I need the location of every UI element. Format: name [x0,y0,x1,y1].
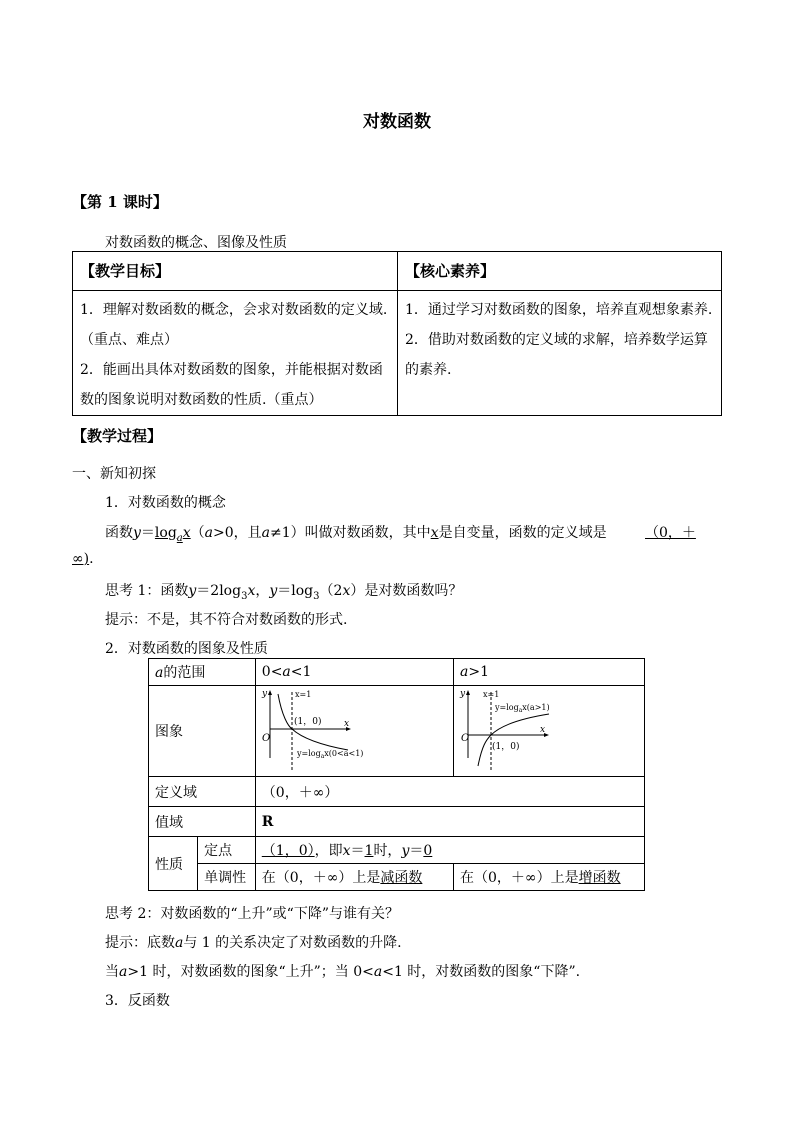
text: 思考 1：函数 [105,583,189,599]
sub-monotonicity-label: 单调性 [198,864,256,891]
var-a: a [282,664,291,680]
domain-answer-line2 [72,551,94,567]
text: ＝ [350,843,365,859]
text: <1 时，对数函数的图象“下降”. [382,964,581,980]
var-x: x [247,583,256,599]
log-text: log [154,525,177,541]
origin-label: O [261,733,270,744]
properties-table [148,658,645,891]
text: ＝log [277,583,314,599]
var-a: a [204,525,214,541]
var-a: a [119,964,128,980]
decreasing-value: 减函数 [380,870,423,886]
goals-header: 【教学目标】 [73,252,398,291]
var-x: x [182,525,191,541]
text: 在（0，＋∞）上是 [261,870,381,886]
var-y: y [188,583,197,599]
var-a: a [155,665,164,681]
text: 0< [261,664,283,680]
goals-table [72,251,722,416]
x-label: x [540,725,546,735]
item-three-title: 3．反函数 [105,993,170,1009]
think-one [105,580,462,602]
curve-label [494,703,550,714]
lesson-subtitle: 对数函数的概念、图像及性质 [105,235,287,251]
text: ＝2log [196,583,242,599]
base-a: a [176,532,183,544]
row-range-label: 值域 [149,807,256,837]
graph-decreasing-cell [255,686,453,777]
fixed-point-value [255,837,644,864]
row-props-label: 性质 [149,837,198,891]
curve-text: y=log [495,703,519,712]
sub-fixed-point-label: 定点 [198,837,256,864]
var-y: y [269,583,278,599]
competency-header: 【核心素养】 [398,252,722,291]
increasing-value: 增函数 [578,870,621,886]
text: 时， [373,843,402,859]
item-one-title: 1．对数函数的概念 [105,495,226,511]
curve-cond: x(a>1) [522,703,550,712]
text: 函数 [105,525,133,541]
var-a: a [175,935,184,951]
graph-increasing-cell [454,686,645,777]
base: 3 [313,590,320,602]
hint-two [105,932,402,952]
monotonicity-decreasing [255,864,453,891]
header-case-1 [255,659,453,686]
var-a: a [261,525,271,541]
text: <1 [290,664,312,680]
text: >1 [468,664,489,680]
text: ，即 [314,843,343,859]
range-value: R [255,807,644,837]
point-label: (1，0) [492,742,520,752]
value-one: 1 [364,843,374,859]
text: ）是对数函数吗？ [350,583,463,599]
var-x: x [342,583,351,599]
y-axis-arrow [466,690,470,695]
period: . [89,551,94,567]
curve-cond: x(0<a<1) [324,749,364,758]
domain-value: （0，＋∞） [255,777,644,807]
monotonicity-increasing [454,864,645,891]
lesson-heading: 【第 1 课时】 [72,193,168,211]
item-two-title: 2．对数函数的图象及性质 [105,641,268,657]
log-graph-increasing [454,686,644,772]
var-a: a [460,664,469,680]
var-x: x [342,843,351,859]
definition-line [105,522,607,544]
page-title: 对数函数 [363,112,431,132]
var-a: a [373,964,383,980]
think-two: 思考 2：对数函数的“上升”或“下降”与谁有关？ [105,906,399,922]
hint-one: 提示：不是，其不符合对数函数的形式. [105,612,348,628]
curve-sub: a [320,753,325,760]
y-label: y [261,689,267,699]
fixed-point: （1，0） [261,843,315,859]
var-x: x [430,525,439,541]
y-axis-arrow [268,690,272,695]
base: 3 [241,590,248,602]
text: 的范围 [163,665,206,681]
point-label: (1，0) [293,717,322,727]
row-graph-label: 图象 [149,686,256,777]
competency-text: 1．通过学习对数函数的图象，培养直观想象素养. 2．借助对数函数的定义域的求解，培养数学运算的素养. [398,291,722,416]
when-line [105,961,580,981]
part-one-heading: 一、新知初探 [72,466,156,482]
header-a-range [149,659,256,686]
domain-end: ∞) [72,551,90,567]
text: ＝ [140,525,155,541]
vline-label: x=1 [483,690,500,699]
var-y: y [401,843,410,859]
log-graph-decreasing [256,686,446,772]
goals-text: 1．理解对数函数的概念，会求对数函数的定义域.（重点、难点） 2．能画出具体对数函数的图象，并能根据对数函数的图象说明对数函数的性质.（重点） [73,291,398,416]
text: 与 1 的关系决定了对数函数的升降. [183,935,402,951]
text: （2 [319,583,343,599]
var-y: y [133,525,141,541]
row-domain-label: 定义域 [149,777,256,807]
text: ， [255,583,270,599]
text: ≠1）叫做对数函数，其中 [270,525,431,541]
text: 提示：底数 [105,935,175,951]
curve-label [296,749,363,760]
curve-text: y=log [296,749,321,758]
text: ＝ [409,843,424,859]
increasing-curve [478,714,549,766]
text: （ [190,525,205,541]
value-zero: 0 [423,843,433,859]
domain-answer-line1: （0，＋ [645,525,696,541]
origin-label: O [461,733,470,744]
text: 在（0，＋∞）上是 [460,870,579,886]
text: >1 时，对数函数的图象“上升”；当 0< [127,964,374,980]
curve-sub: a [518,707,523,714]
x-label: x [343,719,349,729]
process-heading: 【教学过程】 [72,427,163,445]
y-label: y [460,689,466,699]
header-case-2 [454,659,645,686]
vline-label: x=1 [294,690,312,699]
text: 当 [105,964,119,980]
text: >0，且 [213,525,262,541]
text: 是自变量，函数的定义域是 [438,525,607,541]
